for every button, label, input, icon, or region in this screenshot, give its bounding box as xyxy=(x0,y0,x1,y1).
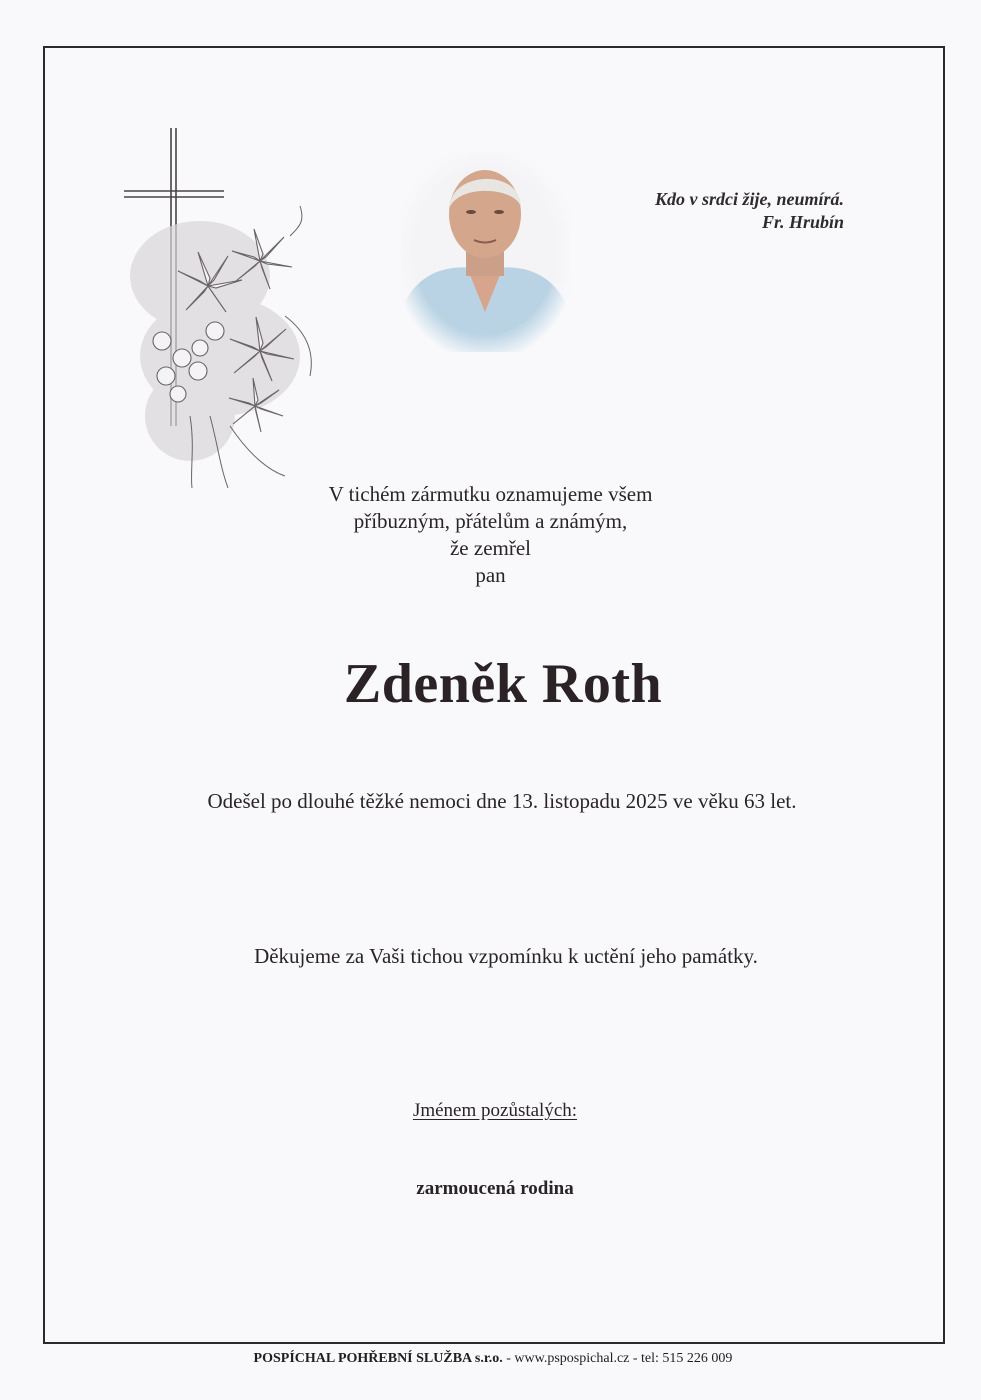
footer xyxy=(0,1351,981,1367)
death-notice: Odešel po dlouhé těžké nemoci dne 13. listopadu 2025 ve věku 63 let. xyxy=(207,789,797,813)
footer-company: POSPÍCHAL POHŘEBNÍ SLUŽBA s.r.o. xyxy=(253,1351,503,1366)
quote-block xyxy=(655,188,844,234)
quote-author: Fr. Hrubín xyxy=(761,212,844,232)
announcement xyxy=(0,481,981,589)
deceased-name: Zdeněk Roth xyxy=(343,653,663,715)
portrait-photo xyxy=(400,152,570,352)
footer-contact: - www.pspospichal.cz - tel: 515 226 009 xyxy=(502,1351,733,1366)
announcement-line: pan xyxy=(475,563,506,587)
announcement-line: příbuzným, přátelům a známým, xyxy=(353,509,628,533)
quote-text: Kdo v srdci žije, neumírá. xyxy=(654,189,844,209)
announcement-line: V tichém zármutku oznamujeme všem xyxy=(328,482,653,506)
thanks-text: Děkujeme za Vaši tichou vzpomínku k uctění jeho památky. xyxy=(254,944,758,968)
cross-with-flowers-icon xyxy=(120,126,330,496)
bereaved-names: zarmoucená rodina xyxy=(416,1178,574,1199)
announcement-line: že zemřel xyxy=(449,536,532,560)
bereaved-label: Jménem pozůstalých: xyxy=(412,1100,578,1121)
